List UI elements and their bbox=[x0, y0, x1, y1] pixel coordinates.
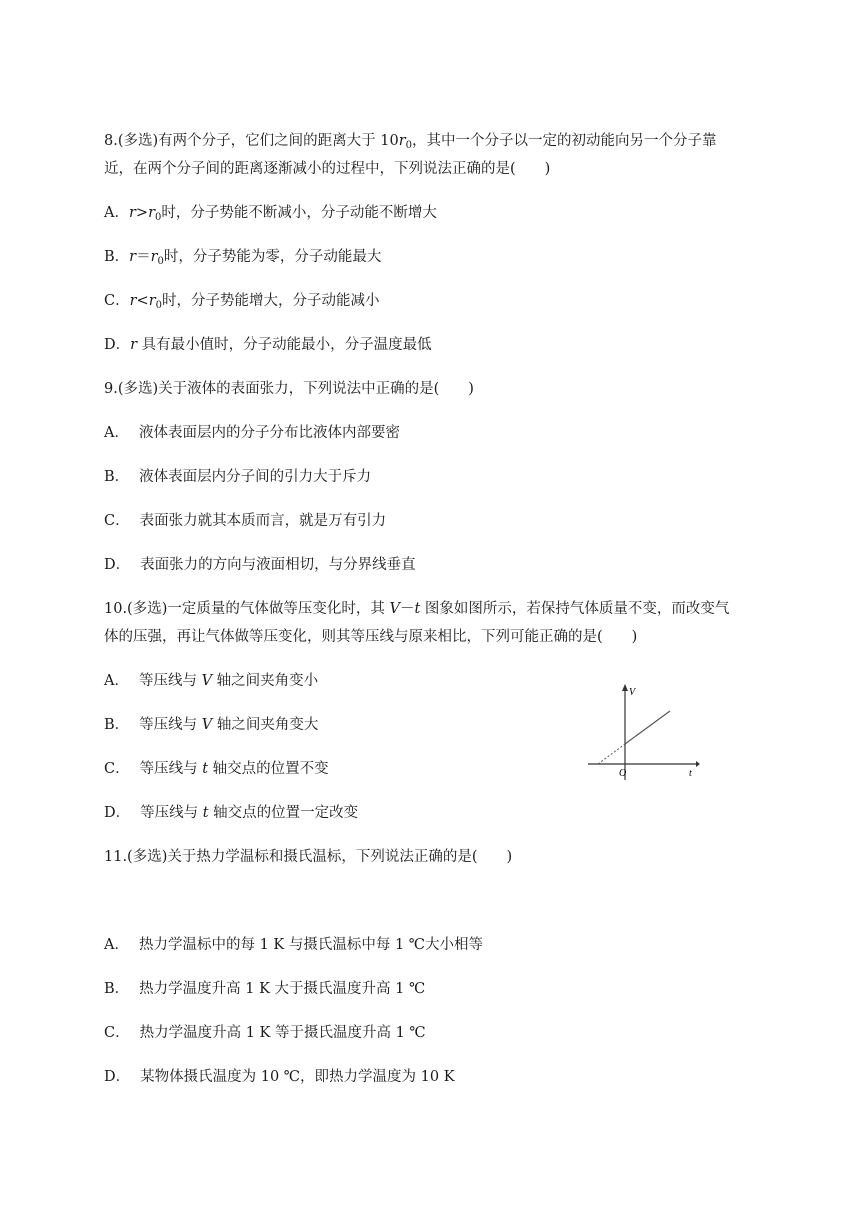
q9-stem: 9.(多选)关于液体的表面张力，下列说法中正确的是( ) bbox=[104, 381, 474, 397]
q8-stem-line1: 8.(多选)有两个分子，它们之间的距离大于 $10r_0$，其中一个分子以一定的初动能向另一个分子靠 bbox=[104, 133, 717, 151]
q8-stem-line2: 近，在两个分子间的距离逐渐减小的过程中，下列说法正确的是( ) bbox=[104, 161, 551, 177]
isobar-extension bbox=[598, 744, 625, 764]
q11-option-c: C． 热力学温度升高 1 K 等于摄氏温度升高 1 ℃ bbox=[104, 1025, 426, 1041]
v-t-graph bbox=[588, 684, 700, 780]
q10-option-c: C． 等压线与 t 轴交点的位置不变 bbox=[104, 761, 329, 777]
q8-option-d: D．r 具有最小值时，分子动能最小，分子温度最低 bbox=[104, 337, 432, 353]
q8-option-b: B．$r=r_0$时，分子势能为零，分子动能最大 bbox=[104, 249, 382, 267]
q11-stem: 11.(多选)关于热力学温标和摄氏温标，下列说法正确的是( ) bbox=[104, 849, 513, 865]
q8-option-c: C．$r<r_0$时，分子势能增大，分子动能减小 bbox=[104, 293, 380, 311]
q11-option-b: B． 热力学温度升高 1 K 大于摄氏温度升高 1 ℃ bbox=[104, 981, 426, 997]
q9-option-d: D． 表面张力的方向与液面相切，与分界线垂直 bbox=[104, 557, 416, 573]
q11-option-d: D． 某物体摄氏温度为 10 ℃，即热力学温度为 10 K bbox=[104, 1069, 455, 1085]
q10-option-d: D． 等压线与 t 轴交点的位置一定改变 bbox=[104, 805, 359, 821]
q9-option-c: C． 表面张力就其本质而言，就是万有引力 bbox=[104, 513, 387, 529]
q10-stem-line2: 体的压强，再让气体做等压变化，则其等压线与原来相比，下列可能正确的是( ) bbox=[104, 629, 638, 645]
v-axis-arrow bbox=[622, 684, 628, 691]
isobar-line bbox=[625, 711, 670, 744]
origin-label: O bbox=[619, 768, 627, 779]
q8-option-a: A．$r>r_0$时，分子势能不断减小，分子动能不断增大 bbox=[104, 205, 437, 223]
r0-symbol: r bbox=[398, 133, 406, 149]
q11-option-a: A． 热力学温标中的每 1 K 与摄氏温标中每 1 ℃大小相等 bbox=[104, 937, 484, 953]
v-axis-label: V bbox=[629, 687, 636, 698]
t-axis-label: t bbox=[689, 768, 692, 779]
q10-option-a: A． 等压线与 V 轴之间夹角变小 bbox=[104, 673, 319, 689]
q10-option-b: B． 等压线与 V 轴之间夹角变大 bbox=[104, 717, 319, 733]
q10-stem-line1: 10.(多选)一定质量的气体做等压变化时，其 V－t 图象如图所示，若保持气体质量不变，而改变气 bbox=[104, 601, 730, 617]
t-axis-arrow bbox=[696, 761, 700, 767]
q9-option-a: A． 液体表面层内的分子分布比液体内部要密 bbox=[104, 425, 400, 441]
q9-option-b: B． 液体表面层内分子间的引力大于斥力 bbox=[104, 469, 372, 485]
